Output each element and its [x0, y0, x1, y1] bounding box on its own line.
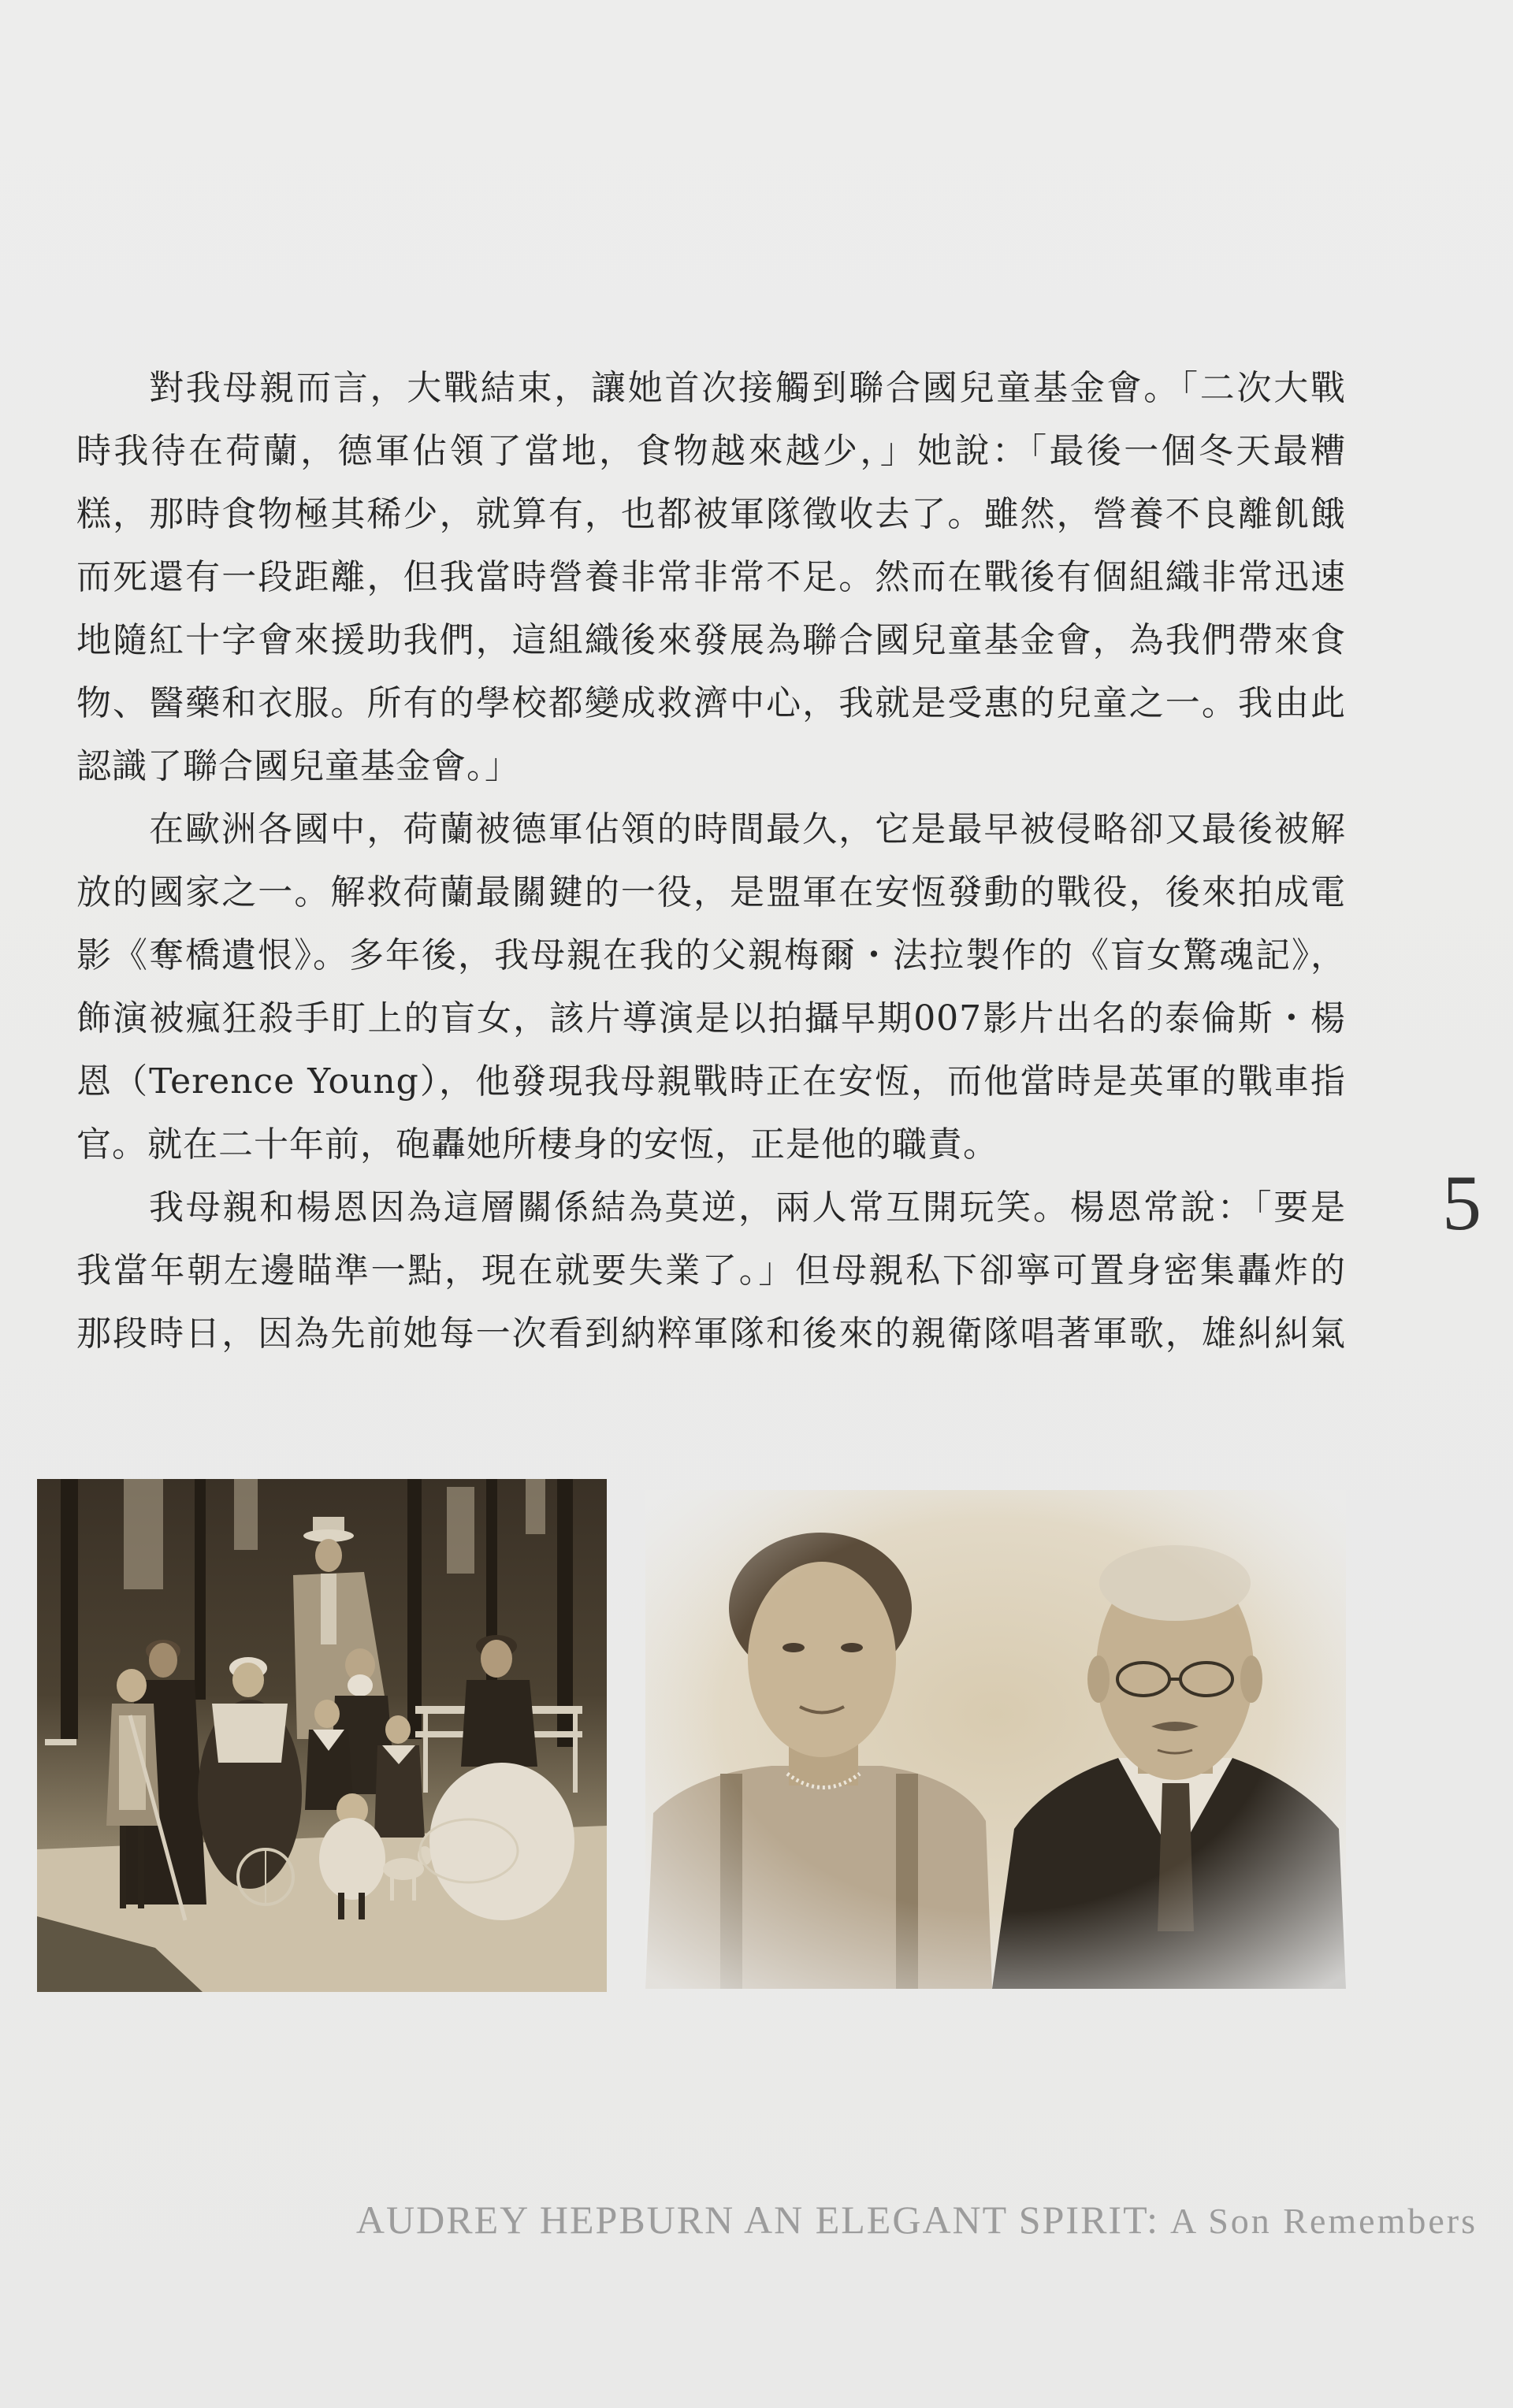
text-line: 認識了聯合國兒童基金會。」 — [76, 746, 520, 786]
text-line: 物、醫藥和衣服。所有的學校都變成救濟中心，我就是受惠的兒童之一。我由此 — [76, 683, 1346, 723]
body-text — [76, 357, 1346, 1366]
text-line: 恩（Terence Young），他發現我母親戰時正在安恆，而他當時是英軍的戰車指 — [76, 1061, 1346, 1102]
family-group-photo-art — [37, 1479, 607, 1992]
paragraph-2 — [76, 798, 1346, 1176]
text-line: 對我母親而言，大戰結束，讓她首次接觸到聯合國兒童基金會。「二次大戰 — [149, 368, 1346, 408]
text-line: 那段時日，因為先前她每一次看到納粹軍隊和後來的親衛隊唱著軍歌，雄糾糾氣 — [76, 1314, 1346, 1354]
text-line: 官。就在二十年前，砲轟她所棲身的安恆，正是他的職責。 — [76, 1124, 998, 1165]
paragraph-3 — [76, 1176, 1346, 1366]
text-line: 飾演被瘋狂殺手盯上的盲女，該片導演是以拍攝早期007影片出名的泰倫斯・楊 — [76, 998, 1346, 1039]
text-line: 影《奪橋遺恨》。多年後，我母親在我的父親梅爾・法拉製作的《盲女驚魂記》， — [76, 935, 1346, 975]
text-line: 糕，那時食物極其稀少，就算有，也都被軍隊徵收去了。雖然，營養不良離飢餓 — [76, 494, 1346, 534]
text-line: 時我待在荷蘭，德軍佔領了當地，食物越來越少，」她說：「最後一個冬天最糟 — [76, 431, 1346, 471]
family-group-photo — [37, 1479, 607, 1992]
text-line: 地隨紅十字會來援助我們，這組織後來發展為聯合國兒童基金會，為我們帶來食 — [76, 620, 1346, 660]
page-number: 5 — [1442, 1159, 1481, 1247]
elderly-couple-portrait-art — [645, 1490, 1346, 1989]
book-subtitle: A Son Remembers — [1170, 2201, 1478, 2241]
text-line: 而死還有一段距離，但我當時營養非常非常不足。然而在戰後有個組織非常迅速 — [76, 557, 1346, 597]
text-line: 在歐洲各國中，荷蘭被德軍佔領的時間最久，它是最早被侵略卻又最後被解 — [149, 809, 1346, 849]
text-line: 放的國家之一。解救荷蘭最關鍵的一役，是盟軍在安恆發動的戰役，後來拍成電 — [76, 872, 1346, 912]
text-line: 我當年朝左邊瞄準一點，現在就要失業了。」但母親私下卻寧可置身密集轟炸的 — [76, 1250, 1346, 1291]
book-title: AUDREY HEPBURN AN ELEGANT SPIRIT: — [355, 2198, 1160, 2242]
text-line: 我母親和楊恩因為這層關係結為莫逆，兩人常互開玩笑。楊恩常說：「要是 — [149, 1187, 1346, 1228]
elderly-couple-portrait — [645, 1490, 1346, 1989]
paragraph-1 — [76, 357, 1346, 798]
book-title-footer — [264, 2192, 1478, 2247]
